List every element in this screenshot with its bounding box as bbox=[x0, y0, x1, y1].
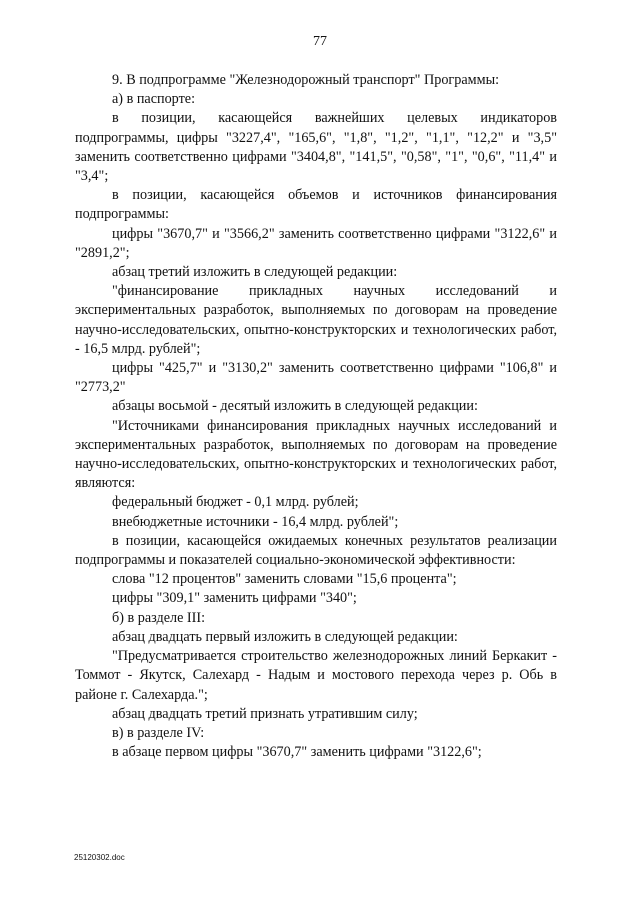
paragraph: абзац двадцать третий признать утратившим силу; bbox=[112, 705, 418, 722]
paragraph: абзацы восьмой - десятый изложить в следующей редакции: bbox=[112, 398, 478, 415]
paragraph: в позиции, касающейся объемов и источников финансирования подпрограммы: bbox=[75, 187, 557, 223]
paragraph: слова "12 процентов" заменить словами "15,6 процента"; bbox=[112, 571, 457, 588]
paragraph: цифры "309,1" заменить цифрами "340"; bbox=[112, 590, 357, 607]
paragraph: а) в паспорте: bbox=[112, 91, 196, 108]
page-number: 77 bbox=[313, 34, 327, 49]
paragraph: федеральный бюджет - 0,1 млрд. рублей; bbox=[112, 494, 359, 511]
paragraph: в позиции, касающейся важнейших целевых индикаторов подпрограммы, цифры "3227,4", "165,6", "1,8", "1,2", "1,1", "12,2" и "3,5" заменить соответственно цифрами "3404,8", "141,5", "0,58", "1", "0,6", "11,4" и "3,4"; bbox=[75, 110, 557, 185]
paragraph: в абзаце первом цифры "3670,7" заменить цифрами "3122,6"; bbox=[112, 744, 482, 761]
paragraph: абзац двадцать первый изложить в следующей редакции: bbox=[112, 628, 458, 645]
document-body bbox=[75, 71, 557, 762]
paragraph: б) в разделе III: bbox=[112, 609, 206, 626]
paragraph: "Источниками финансирования прикладных научных исследований и экспериментальных разработок, выполняемых по договорам на проведение научно-исследовательских, опытно-конструкторских и технологических работ, являются: bbox=[75, 417, 557, 492]
paragraph: абзац третий изложить в следующей редакции: bbox=[112, 264, 398, 281]
paragraph: в позиции, касающейся ожидаемых конечных результатов реализации подпрограммы и показателей социально-экономической эффективности: bbox=[75, 532, 557, 569]
footer-filename: 25120302.doc bbox=[74, 853, 125, 862]
paragraph: "финансирование прикладных научных исследований и экспериментальных разработок, выполняемых по договорам на проведение научно-исследовательских, опытно-конструкторских и технологических работ, - 16,5 млрд. рублей"; bbox=[75, 283, 557, 357]
paragraph: в) в разделе IV: bbox=[112, 724, 205, 741]
paragraph: цифры "425,7" и "3130,2" заменить соответственно цифрами "106,8" и "2773,2" bbox=[75, 360, 557, 396]
paragraph: 9. В подпрограмме "Железнодорожный транспорт" Программы: bbox=[112, 72, 500, 88]
paragraph: внебюджетные источники - 16,4 млрд. рублей"; bbox=[112, 513, 399, 530]
paragraph: цифры "3670,7" и "3566,2" заменить соответственно цифрами "3122,6" и "2891,2"; bbox=[75, 225, 557, 261]
paragraph: "Предусматривается строительство железнодорожных линий Беркакит - Томмот - Якутск, Салехард - Надым и мостового перехода через р. Обь в районе г. Салехарда."; bbox=[75, 648, 557, 703]
